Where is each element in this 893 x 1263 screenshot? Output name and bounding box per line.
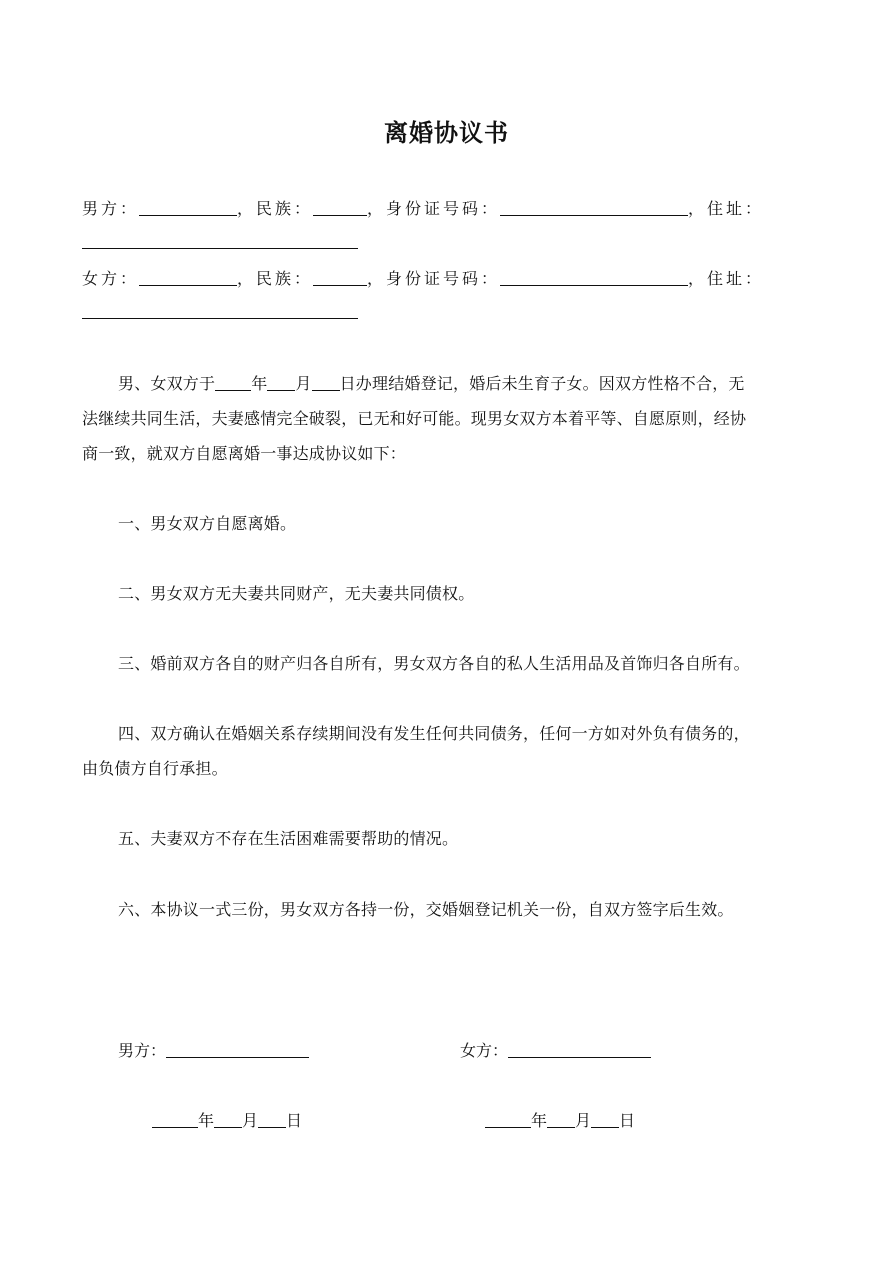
female-address-line xyxy=(82,302,358,322)
clause-4-line-1: 四、双方确认在婚姻关系存续期间没有发生任何共同债务，任何一方如对外负有债务的， xyxy=(118,724,750,743)
male-id-blank[interactable] xyxy=(500,199,688,216)
male-date-year-label: 年 xyxy=(198,1111,215,1130)
female-label: 女方： xyxy=(82,269,140,288)
female-address-label: ，住址： xyxy=(688,269,765,288)
male-date-day-label: 日 xyxy=(286,1111,303,1130)
marriage-year-blank[interactable] xyxy=(215,374,251,391)
intro-text-a: 男、女双方于 xyxy=(118,374,216,393)
clause-3: 三、婚前双方各自的财产归各自所有，男女双方各自的私人生活用品及首饰归各自所有。 xyxy=(118,654,750,673)
male-label: 男方： xyxy=(82,199,140,218)
clause-1: 一、男女双方自愿离婚。 xyxy=(118,514,297,533)
female-date-year-label: 年 xyxy=(531,1111,548,1130)
clause-4-line-2: 由负债方自行承担。 xyxy=(82,759,228,778)
intro-text-b: 日办理结婚登记，婚后未生育子女。因双方性格不合，无 xyxy=(339,374,745,393)
female-date-month-label: 月 xyxy=(575,1111,592,1130)
male-ethnicity-blank[interactable] xyxy=(313,199,367,216)
clause-6: 六、本协议一式三份，男女双方各持一份，交婚姻登记机关一份，自双方签字后生效。 xyxy=(118,900,734,919)
male-signature xyxy=(118,1041,309,1061)
female-name-blank[interactable] xyxy=(139,269,237,286)
male-date-month-label: 月 xyxy=(242,1111,259,1130)
year-label: 年 xyxy=(251,374,268,393)
intro-line-3: 商一致，就双方自愿离婚一事达成协议如下： xyxy=(82,444,407,463)
female-ethnicity-label: ，民族： xyxy=(237,269,314,288)
male-id-label: ，身份证号码： xyxy=(367,199,501,218)
female-signature-label: 女方： xyxy=(460,1041,509,1060)
female-address-blank[interactable] xyxy=(82,302,358,319)
male-signature-blank[interactable] xyxy=(166,1041,309,1058)
female-date-month-blank[interactable] xyxy=(547,1111,575,1128)
female-date-day-label: 日 xyxy=(619,1111,636,1130)
female-signature xyxy=(460,1041,651,1061)
female-id-blank[interactable] xyxy=(500,269,688,286)
male-date-year-blank[interactable] xyxy=(152,1111,198,1128)
male-date-day-blank[interactable] xyxy=(258,1111,286,1128)
intro-line-1 xyxy=(118,374,745,394)
male-signature-label: 男方： xyxy=(118,1041,167,1060)
female-signature-blank[interactable] xyxy=(508,1041,651,1058)
female-id-label: ，身份证号码： xyxy=(367,269,501,288)
male-address-blank[interactable] xyxy=(82,232,358,249)
male-ethnicity-label: ，民族： xyxy=(237,199,314,218)
female-date-year-blank[interactable] xyxy=(485,1111,531,1128)
marriage-month-blank[interactable] xyxy=(267,374,295,391)
clause-2: 二、男女双方无夫妻共同财产，无夫妻共同债权。 xyxy=(118,584,475,603)
document-title: 离婚协议书 xyxy=(384,119,509,147)
male-address-line xyxy=(82,232,358,252)
clause-5: 五、夫妻双方不存在生活困难需要帮助的情况。 xyxy=(118,829,459,848)
month-label: 月 xyxy=(295,374,312,393)
male-date-month-blank[interactable] xyxy=(214,1111,242,1128)
female-party-line xyxy=(82,269,764,289)
male-date xyxy=(152,1111,302,1131)
female-ethnicity-blank[interactable] xyxy=(313,269,367,286)
marriage-day-blank[interactable] xyxy=(312,374,340,391)
female-date-day-blank[interactable] xyxy=(591,1111,619,1128)
male-address-label: ，住址： xyxy=(688,199,765,218)
female-date xyxy=(485,1111,635,1131)
intro-line-2: 法继续共同生活，夫妻感情完全破裂，已无和好可能。现男女双方本着平等、自愿原则，经协 xyxy=(82,409,747,428)
male-party-line xyxy=(82,199,764,219)
male-name-blank[interactable] xyxy=(139,199,237,216)
